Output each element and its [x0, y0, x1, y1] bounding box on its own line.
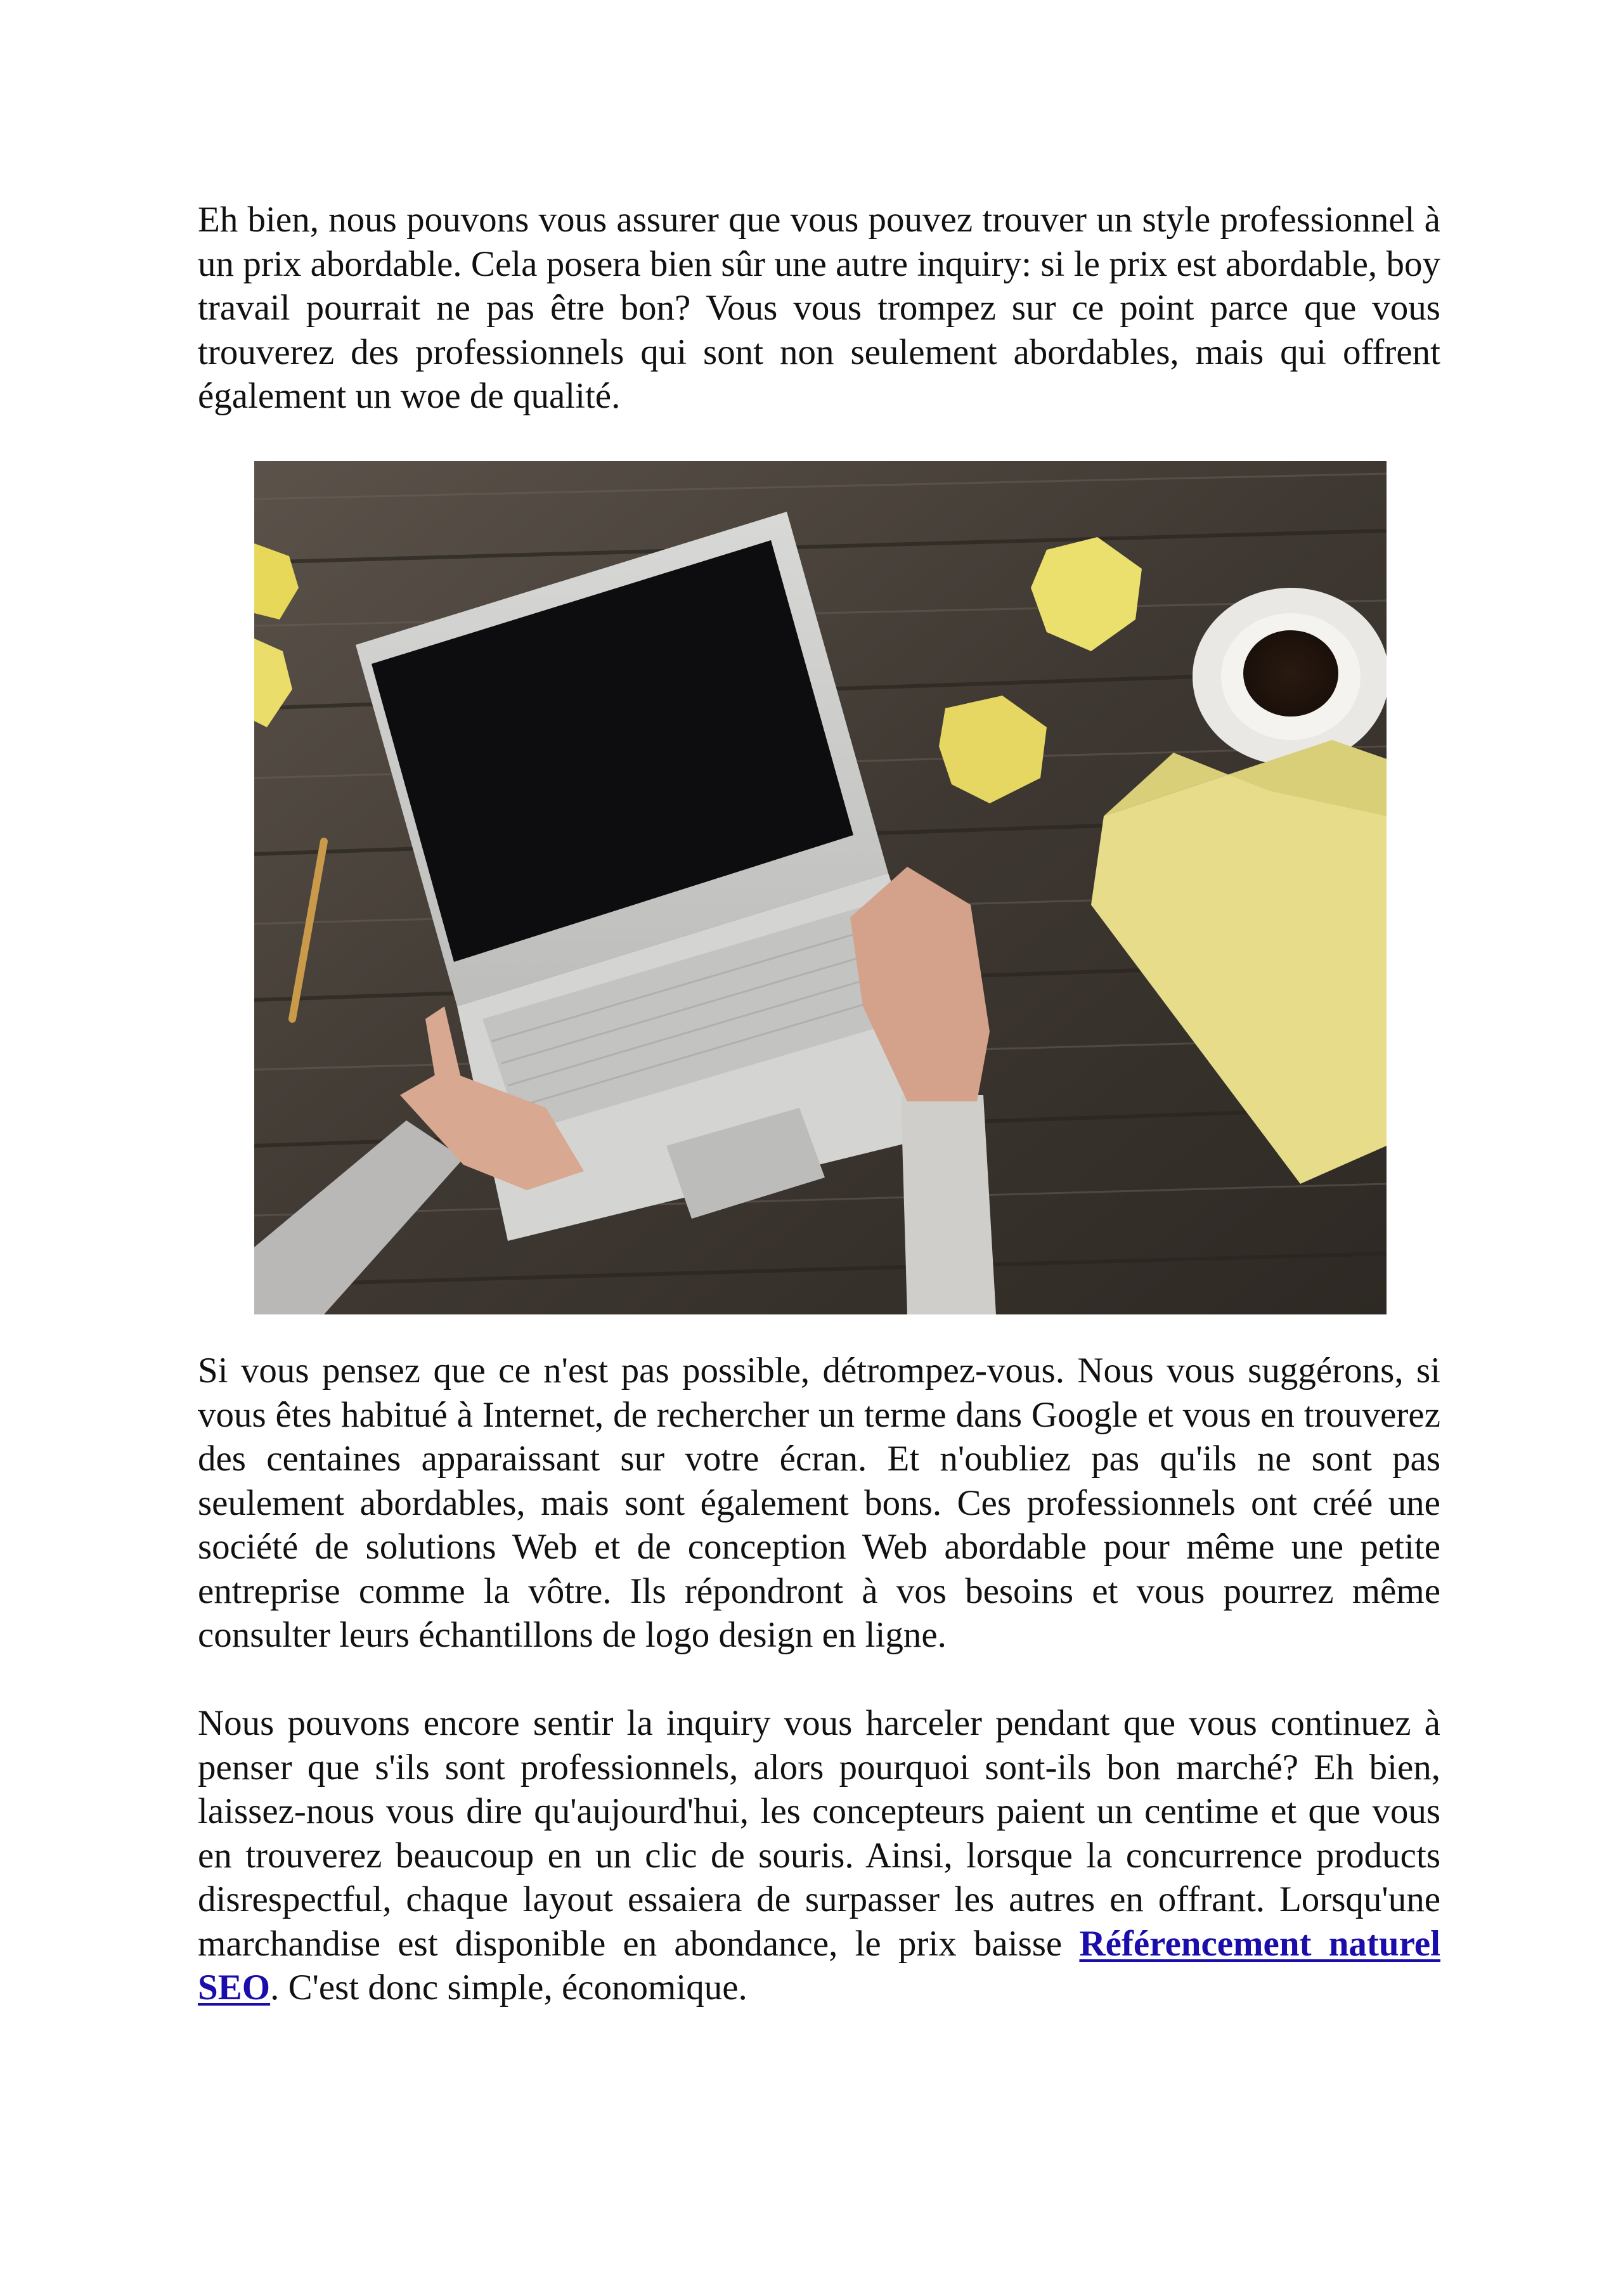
seo-link[interactable]: Référencement naturel SEO — [198, 1923, 1440, 2007]
laptop-desk-photo — [254, 461, 1387, 1314]
paragraph-3 — [198, 1701, 1440, 2010]
paragraph-2: Si vous pensez que ce n'est pas possible, détrompez-vous. Nous vous suggérons, si vous êtes habitué à Internet, de rechercher un terme dans Google et vous en trouverez des centaines apparaissant sur votre écran. Et n'oubliez pas qu'ils ne sont pas seulement abordables, mais sont également bons. Ces professionnels ont créé une société de solutions Web et de conception Web abordable pour même une petite entreprise comme la vôtre. Ils répondront à vos besoins et vous pourrez même consulter leurs échantillons de logo design en ligne. — [198, 1351, 1440, 1655]
paragraph-1: Eh bien, nous pouvons vous assurer que vous pouvez trouver un style professionnel à un prix abordable. Cela posera bien sûr une autre inquiry: si le prix est abordable, boy travail pourrait ne pas être bon? Vous vous trompez sur ce point parce que vous trouverez des professionnels qui sont non seulement abordables, mais qui offrent également un woe de qualité. — [198, 200, 1440, 416]
paragraph-3-tail: . C'est donc simple, économique. — [270, 1968, 747, 2007]
paragraph-3-text: Nous pouvons encore sentir la inquiry vous harceler pendant que vous continuez à penser que s'ils sont professionnels, alors pourquoi sont-ils bon marché? Eh bien, laissez-nous vous dire qu'aujourd'hui, les concepteurs paient un centime et que vous en trouverez beaucoup en un clic de souris. Ainsi, lorsque la concurrence products disrespectful, chaque layout essaiera de surpasser les autres en offrant. Lorsqu'une marchandise est disponible en abondance, le prix baisse — [198, 1703, 1440, 1964]
